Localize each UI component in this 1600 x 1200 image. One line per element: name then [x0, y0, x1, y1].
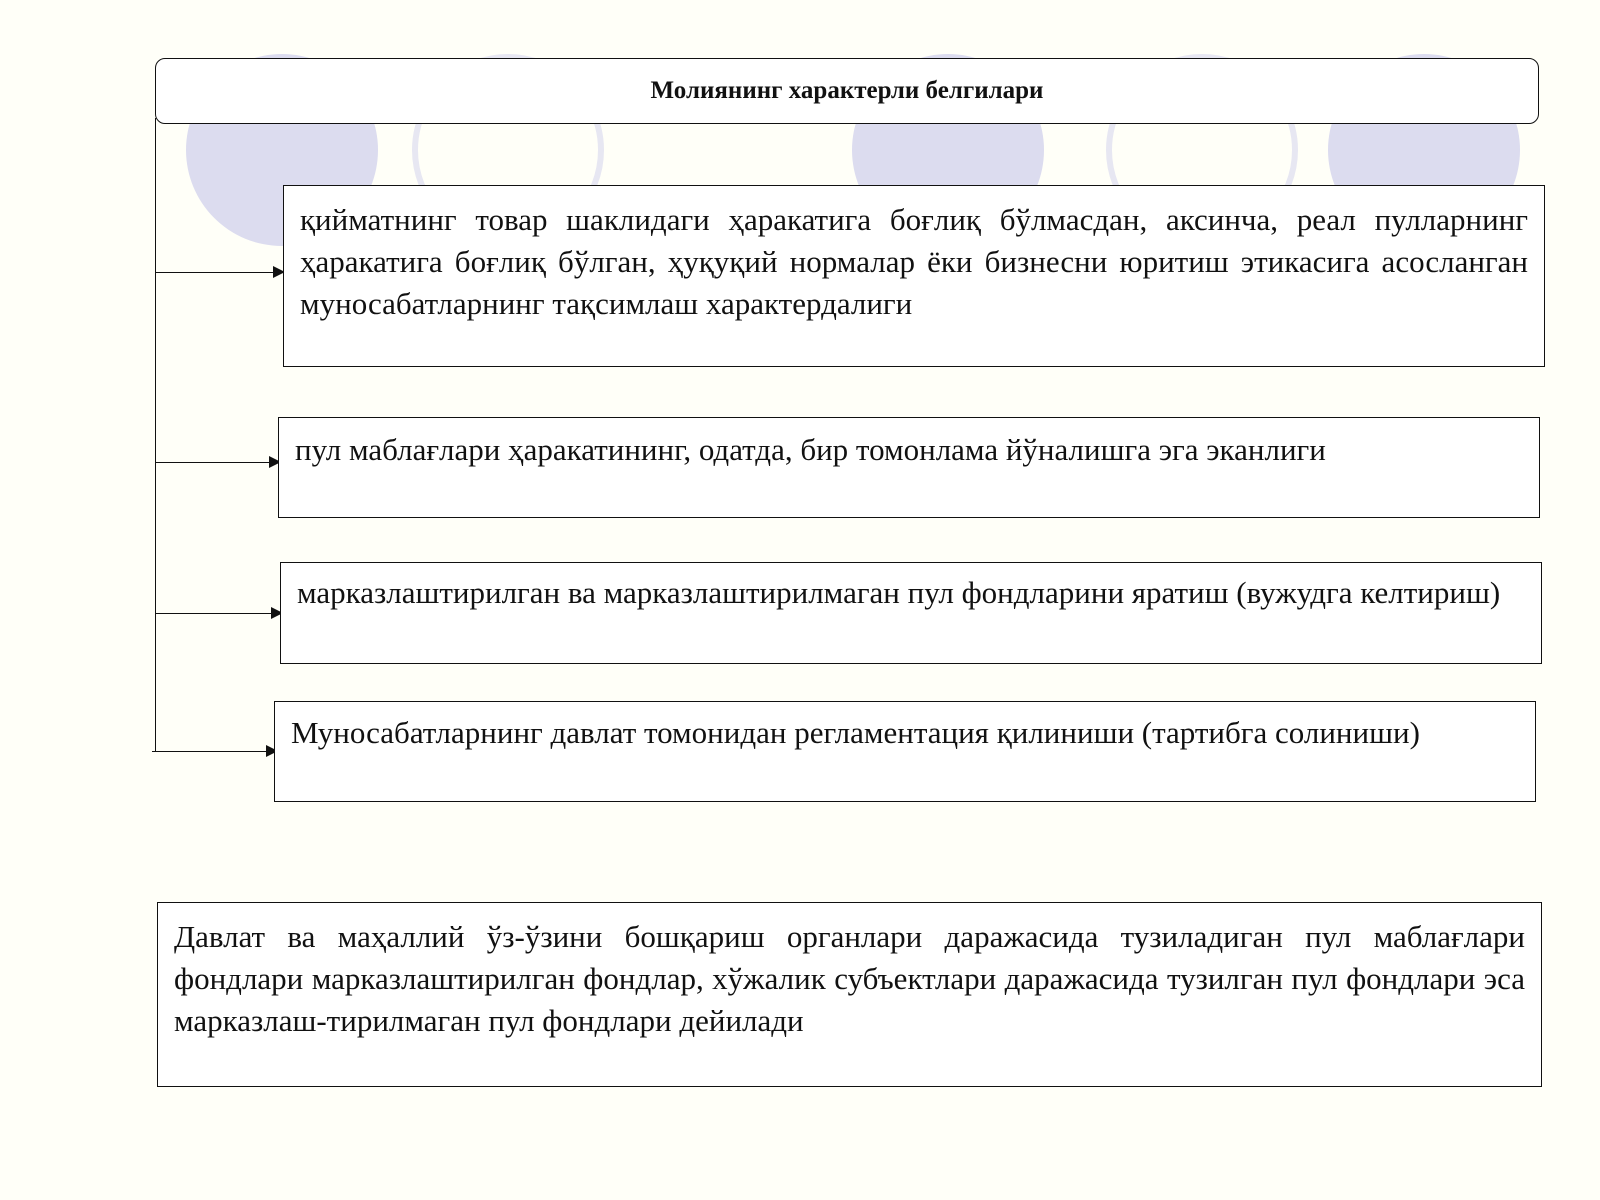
feature-text: пул маблағлари ҳаракатининг, одатда, бир томонлама йўналишга эга эканлиги: [295, 432, 1326, 467]
definition-text: Давлат ва маҳаллий ўз-ўзини бошқариш органлари даражасида тузиладиган пул маблағлари фондлари марказлаштирилган фондлар, хўжалик субъектлари даражасида тузилган пул фондлари эса марказлаш-тирилмаган пул фондлари дейилади: [174, 919, 1525, 1038]
connector-arrow: [155, 613, 281, 614]
connector-arrow: [155, 462, 279, 463]
feature-box: [280, 562, 1542, 664]
header-title: Молиянинг характерли белгилари: [650, 77, 1044, 104]
feature-box: [278, 417, 1540, 518]
feature-text: қийматнинг товар шаклидаги ҳаракатига боғлиқ бўлмасдан, аксинча, реал пулларнинг ҳаракатига боғлиқ бўлган, ҳуқуқий нормалар ёки бизнесни юритиш этикасига асосланган муносабатларнинг тақсимлаш характердалиги: [300, 202, 1528, 321]
feature-box: [283, 185, 1545, 367]
connector-arrow: [152, 751, 276, 752]
feature-box: [274, 701, 1536, 802]
diagram-header: [155, 58, 1539, 124]
feature-text: марказлаштирилган ва марказлаштирилмаган пул фондларини яратиш (вужудга келтириш): [297, 575, 1501, 610]
feature-text: Муносабатларнинг давлат томонидан регламентация қилиниши (тартибга солиниши): [291, 715, 1420, 750]
connector-arrow: [155, 272, 283, 273]
definition-box: [157, 902, 1542, 1087]
connector-trunk: [155, 118, 156, 752]
